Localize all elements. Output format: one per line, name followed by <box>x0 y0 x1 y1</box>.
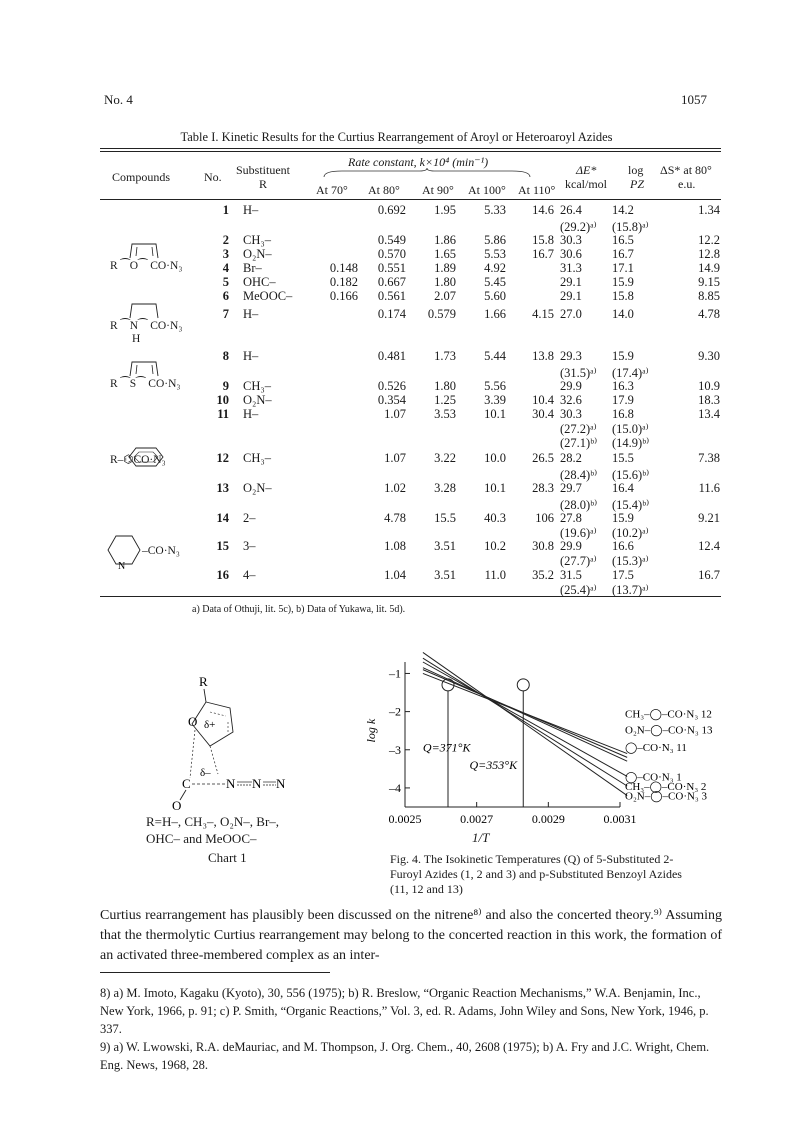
fig4-series-label: CH₃–◯–CO·N₃ 12 <box>625 708 712 721</box>
table-cell-t70: 0.148 <box>329 261 358 275</box>
table-cell-sub: H– <box>243 349 259 363</box>
table-cell-de: (28.0)ᵇ⁾ <box>560 498 598 512</box>
fig4-series-label: ◯–CO·N₃ 11 <box>625 742 687 755</box>
table-cell-no: 12 <box>216 451 229 465</box>
table-cell-pz: 15.5 <box>612 451 634 465</box>
table-cell-sub: O₂N– <box>243 247 272 261</box>
table-cell-ds: 12.4 <box>698 539 720 553</box>
table-cell-t110: 106 <box>535 511 554 525</box>
table-cell-sub: 4– <box>243 568 256 582</box>
table-cell-no: 5 <box>222 275 229 289</box>
table-cell-t90: 0.579 <box>427 307 456 321</box>
col-header-t100: At 100° <box>468 183 506 197</box>
fig4-ytick-label: –2 <box>389 704 401 719</box>
table-cell-t80: 4.78 <box>384 511 406 525</box>
compound-pyridyl: –CO·N₃ <box>142 545 180 557</box>
fig4-ytick-label: –3 <box>389 742 401 757</box>
col-header-log: log <box>628 163 644 177</box>
chart1-r: R <box>199 674 208 689</box>
table-cell-t90: 1.80 <box>434 275 456 289</box>
table-cell-ds: 18.3 <box>698 393 720 407</box>
col-header-compounds: Compounds <box>112 170 171 184</box>
chart1-o2: O <box>172 798 182 812</box>
table-cell-ds: 10.9 <box>698 379 720 393</box>
fig4-annotation-371: Q=371°K <box>422 740 471 755</box>
table-cell-t80: 1.02 <box>384 481 406 495</box>
table-cell-pz: 16.4 <box>612 481 634 495</box>
chart1-legend-2: OHC– and MeOOC– <box>146 831 257 846</box>
table-cell-t80: 0.551 <box>377 261 406 275</box>
table-cell-t100: 3.39 <box>484 393 506 407</box>
compound-pyrrole-h: H <box>132 333 141 345</box>
table-cell-sub: MeOOC– <box>243 289 293 303</box>
table-cell-pz: 15.9 <box>612 275 634 289</box>
table-cell-de: (25.4)ᵃ⁾ <box>560 583 597 597</box>
fig4-caption: Fig. 4. The Isokinetic Temperatures (Q) of 5-Substituted 2-Furoyl Azides (1, 2 and 3) and p-Substituted Benzoyl Azides (11, 12 and 13) <box>390 852 682 896</box>
table-cell-de: 32.6 <box>560 393 582 407</box>
table-cell-sub: CH₃– <box>243 451 271 465</box>
table-cell-t110: 30.4 <box>532 407 554 421</box>
table-cell-de: 31.5 <box>560 568 582 582</box>
table-cell-pz: (14.9)ᵇ⁾ <box>612 436 650 450</box>
pyridine-ring <box>104 532 144 572</box>
table-cell-t80: 1.07 <box>384 407 406 421</box>
chart1-delta-plus: δ+ <box>204 719 216 731</box>
table-cell-t100: 5.60 <box>484 289 506 303</box>
table-cell-t110: 26.5 <box>532 451 554 465</box>
fig4-xtick-label: 0.0027 <box>460 812 494 826</box>
table-cell-de: (27.7)ᵃ⁾ <box>560 554 597 568</box>
col-header-no: No. <box>204 170 222 184</box>
furan-ring <box>126 240 166 260</box>
chart1-legend-1: R=H–, CH₃–, O₂N–, Br–, <box>146 814 280 829</box>
fig4-xtick-label: 0.0031 <box>603 812 637 826</box>
table-cell-ds: 8.85 <box>698 289 720 303</box>
table-cell-de: 27.8 <box>560 511 582 525</box>
table-cell-t100: 5.56 <box>484 379 506 393</box>
table-footnote: a) Data of Othuji, lit. 5c), b) Data of Yukawa, lit. 5d). <box>192 604 406 615</box>
table-cell-ds: 14.9 <box>698 261 720 275</box>
table-cell-ds: 9.21 <box>698 511 720 525</box>
table-cell-de: (29.2)ᵃ⁾ <box>560 220 597 234</box>
fig4-ylabel: log k <box>364 718 378 743</box>
table-cell-t80: 0.526 <box>377 379 406 393</box>
table-cell-ds: 12.8 <box>698 247 720 261</box>
table-cell-pz: (13.7)ᵃ⁾ <box>612 583 649 597</box>
table-cell-de: 29.1 <box>560 275 582 289</box>
table-cell-t90: 3.22 <box>434 451 456 465</box>
fig4-series-label: O₂N–◯–CO·N₃ 3 <box>625 790 708 803</box>
table-cell-t90: 1.86 <box>434 233 456 247</box>
table-cell-t80: 0.481 <box>377 349 406 363</box>
table-cell-t110: 15.8 <box>532 233 554 247</box>
table-cell-t80: 1.04 <box>384 568 406 582</box>
table-cell-no: 13 <box>216 481 229 495</box>
table-cell-t110: 35.2 <box>532 568 554 582</box>
fig4-xtick-label: 0.0025 <box>388 812 422 826</box>
table-cell-t110: 30.8 <box>532 539 554 553</box>
table-cell-sub: 3– <box>243 539 256 553</box>
col-header-substituent: Substituent <box>236 163 291 177</box>
fig4-series-line <box>423 658 627 786</box>
table-cell-t80: 1.07 <box>384 451 406 465</box>
table-cell-t110: 10.4 <box>532 393 554 407</box>
thiophene-ring <box>126 358 166 378</box>
table-cell-pz: (17.4)ᵃ⁾ <box>612 366 649 380</box>
chart1-n1: N <box>226 776 236 791</box>
table-cell-t100: 5.86 <box>484 233 506 247</box>
table-cell-pz: 16.8 <box>612 407 634 421</box>
col-header-substituent-r: R <box>259 177 268 191</box>
rate-brace <box>322 168 532 178</box>
table-cell-de: (27.1)ᵇ⁾ <box>560 436 598 450</box>
table-cell-t70: 0.166 <box>329 289 358 303</box>
table-cell-sub: H– <box>243 307 259 321</box>
table-cell-t70: 0.182 <box>329 275 358 289</box>
compound-benzoyl: R–⌬CO·N₃ <box>110 454 166 466</box>
table-header-rule <box>100 199 721 200</box>
table-cell-t80: 0.667 <box>377 275 406 289</box>
table-cell-sub: Br– <box>243 261 262 275</box>
table-cell-de: (19.6)ᵃ⁾ <box>560 526 597 540</box>
table-cell-t100: 1.66 <box>484 307 506 321</box>
table-cell-sub: H– <box>243 407 259 421</box>
table-cell-de: 30.3 <box>560 407 582 421</box>
table-top-rule <box>100 148 721 149</box>
table-cell-t100: 10.0 <box>484 451 506 465</box>
table-cell-ds: 12.2 <box>698 233 720 247</box>
table-cell-pz: 16.5 <box>612 233 634 247</box>
compound-thienyl: R ⁀S⁀ CO·N₃ <box>110 378 181 390</box>
table-cell-ds: 11.6 <box>698 481 720 495</box>
table-cell-t110: 4.15 <box>532 307 554 321</box>
table-cell-pz: 17.1 <box>612 261 634 275</box>
col-header-t70: At 70° <box>316 183 348 197</box>
table-cell-ds: 1.34 <box>698 203 720 217</box>
table-cell-de: (27.2)ᵃ⁾ <box>560 422 597 436</box>
col-header-ds-unit: e.u. <box>678 177 696 191</box>
table-cell-t90: 3.51 <box>434 568 456 582</box>
table-cell-de: 29.9 <box>560 539 582 553</box>
table-cell-no: 9 <box>222 379 229 393</box>
table-cell-t100: 5.33 <box>484 203 506 217</box>
table-cell-ds: 7.38 <box>698 451 720 465</box>
table-cell-t110: 14.6 <box>532 203 554 217</box>
table-cell-pz: 16.6 <box>612 539 634 553</box>
table-cell-de: 26.4 <box>560 203 582 217</box>
table-cell-pz: 17.9 <box>612 393 634 407</box>
table-cell-t90: 1.25 <box>434 393 456 407</box>
table-cell-de: 29.9 <box>560 379 582 393</box>
table-cell-no: 7 <box>222 307 229 321</box>
table-cell-pz: (10.2)ᵃ⁾ <box>612 526 649 540</box>
col-header-de: ΔE* <box>576 163 597 177</box>
chart1-c: C <box>182 776 191 791</box>
fig4-series-label: CH₃–◯–CO·N₃ 2 <box>625 781 707 794</box>
table-cell-ds: 9.15 <box>698 275 720 289</box>
fig4-ytick-label: –1 <box>389 666 401 681</box>
table-cell-no: 6 <box>222 289 229 303</box>
table-cell-de: 30.3 <box>560 233 582 247</box>
table-cell-sub: CH₃– <box>243 379 271 393</box>
table-cell-t90: 3.51 <box>434 539 456 553</box>
table-cell-t90: 1.80 <box>434 379 456 393</box>
chart1-structure <box>140 672 310 812</box>
body-paragraph: Curtius rearrangement has plausibly been discussed on the nitrene⁸⁾ and also the concerted theory.⁹⁾ Assuming that the thermolytic Curtius rearrangement may belong to the concerted reaction in this work, the formation of an activated three-membered complex as an inter- <box>100 908 722 963</box>
table-cell-t80: 1.08 <box>384 539 406 553</box>
table-cell-t90: 1.65 <box>434 247 456 261</box>
table-cell-t80: 0.692 <box>377 203 406 217</box>
table-cell-de: 28.2 <box>560 451 582 465</box>
page-number: 1057 <box>681 92 707 107</box>
table-cell-pz: (15.3)ᵃ⁾ <box>612 554 649 568</box>
table-cell-no: 3 <box>222 247 229 261</box>
col-header-rate-group: Rate constant, k×10⁴ (min⁻¹) <box>348 155 489 169</box>
table-cell-sub: CH₃– <box>243 233 271 247</box>
table-cell-no: 2 <box>222 233 229 247</box>
table-cell-pz: 15.8 <box>612 289 634 303</box>
table-cell-de: 29.7 <box>560 481 582 495</box>
col-header-t80: At 80° <box>368 183 400 197</box>
table-cell-ds: 4.78 <box>698 307 720 321</box>
table-cell-pz: 17.5 <box>612 568 634 582</box>
table-cell-t110: 28.3 <box>532 481 554 495</box>
table-cell-t110: 16.7 <box>532 247 554 261</box>
col-header-t110: At 110° <box>518 183 556 197</box>
table-cell-de: 29.1 <box>560 289 582 303</box>
chart1-n3: N <box>276 776 286 791</box>
table-cell-de: 30.6 <box>560 247 582 261</box>
col-header-pz: PZ <box>630 177 645 191</box>
col-header-t90: At 90° <box>422 183 454 197</box>
table-cell-t100: 11.0 <box>484 568 506 582</box>
table-cell-pz: (15.4)ᵇ⁾ <box>612 498 650 512</box>
footnote-rule <box>100 972 330 973</box>
table-cell-t100: 5.44 <box>484 349 506 363</box>
compound-pyrrole: R ⁀N⁀ CO·N₃ <box>110 320 183 332</box>
fig4-ytick-label: –4 <box>389 780 401 795</box>
table-cell-pz: (15.8)ᵃ⁾ <box>612 220 649 234</box>
table-cell-no: 16 <box>216 568 229 582</box>
table-cell-t100: 10.2 <box>484 539 506 553</box>
table-cell-de: (28.4)ᵇ⁾ <box>560 468 598 482</box>
table-cell-t90: 1.95 <box>434 203 456 217</box>
table-cell-t100: 5.45 <box>484 275 506 289</box>
table-cell-pz: 16.3 <box>612 379 634 393</box>
footnote-8: 8) a) M. Imoto, Kagaku (Kyoto), 30, 556 (1975); b) R. Breslow, “Organic Reaction Mechanisms,” W.A. Benjamin, Inc., New York, 1966, p. 91; c) P. Smith, “Organic Reactions,” Vol. 3, ed. R. Adams, John Wiley and Sons, New York, 1946, p. 337. <box>100 986 709 1036</box>
table-cell-t80: 0.570 <box>377 247 406 261</box>
pyrrole-ring <box>126 300 166 320</box>
table-cell-de: (31.5)ᵃ⁾ <box>560 366 597 380</box>
fig4-isokinetic-circle-2 <box>517 679 529 691</box>
table-cell-sub: 2– <box>243 511 256 525</box>
benzene-ring <box>128 446 164 468</box>
table-cell-sub: O₂N– <box>243 481 272 495</box>
table-cell-t80: 0.549 <box>377 233 406 247</box>
fig4-series-label: O₂N–◯–CO·N₃ 13 <box>625 724 713 737</box>
page-header-left: No. 4 <box>104 92 133 107</box>
fig4-series-label: ◯–CO·N₃ 1 <box>625 771 682 784</box>
table-cell-sub: OHC– <box>243 275 276 289</box>
table-cell-de: 27.0 <box>560 307 582 321</box>
table-cell-t80: 0.354 <box>377 393 406 407</box>
table-cell-pz: 15.9 <box>612 349 634 363</box>
table-cell-no: 1 <box>222 203 229 217</box>
table-cell-t90: 1.73 <box>434 349 456 363</box>
table-top-rule-2 <box>100 151 721 152</box>
table-cell-t100: 5.53 <box>484 247 506 261</box>
svg-text:N: N <box>118 561 126 572</box>
table-cell-pz: 16.7 <box>612 247 634 261</box>
table-cell-ds: 9.30 <box>698 349 720 363</box>
table-cell-sub: H– <box>243 203 259 217</box>
table-cell-de: 31.3 <box>560 261 582 275</box>
table-cell-t90: 1.89 <box>434 261 456 275</box>
table-cell-pz: (15.6)ᵇ⁾ <box>612 468 650 482</box>
table-cell-sub: O₂N– <box>243 393 272 407</box>
table-cell-no: 14 <box>216 511 229 525</box>
fig4-annotation-353: Q=353°K <box>469 757 518 772</box>
table-cell-ds: 13.4 <box>698 407 720 421</box>
table-cell-ds: 16.7 <box>698 568 720 582</box>
table-cell-t100: 10.1 <box>484 407 506 421</box>
table-cell-pz: (15.0)ᵃ⁾ <box>612 422 649 436</box>
compound-furoyl: R ⁀O⁀ CO·N₃ <box>110 260 183 272</box>
table-cell-no: 8 <box>222 349 229 363</box>
footnote-9: 9) a) W. Lwowski, R.A. deMauriac, and M. Thompson, J. Org. Chem., 40, 2608 (1975); b) A. Fry and J.C. Wright, Chem. Eng. News, 1968, 28. <box>100 1040 710 1072</box>
table-cell-t90: 2.07 <box>434 289 456 303</box>
fig4-plot <box>355 652 715 842</box>
table-cell-t80: 0.174 <box>377 307 406 321</box>
table-cell-no: 15 <box>216 539 229 553</box>
table-cell-t90: 15.5 <box>434 511 456 525</box>
table-caption: Table I. Kinetic Results for the Curtius Rearrangement of Aroyl or Heteroaroyl Azides <box>180 130 613 144</box>
table-cell-t110: 13.8 <box>532 349 554 363</box>
table-cell-t100: 4.92 <box>484 261 506 275</box>
table-cell-pz: 14.2 <box>612 203 634 217</box>
table-cell-t100: 40.3 <box>484 511 506 525</box>
table-cell-t90: 3.53 <box>434 407 456 421</box>
table-cell-t100: 10.1 <box>484 481 506 495</box>
table-cell-pz: 14.0 <box>612 307 634 321</box>
chart1-delta-minus: δ– <box>200 767 211 779</box>
fig4-xtick-label: 0.0029 <box>531 812 565 826</box>
table-cell-no: 10 <box>216 393 229 407</box>
fig4-series-line <box>423 652 627 795</box>
table-cell-no: 11 <box>217 407 229 421</box>
fig4-xlabel: 1/T <box>472 830 490 845</box>
table-cell-de: 29.3 <box>560 349 582 363</box>
chart1-caption: Chart 1 <box>208 850 247 865</box>
col-header-de-unit: kcal/mol <box>565 177 607 191</box>
chart1-o: O <box>188 714 198 729</box>
col-header-ds: ΔS* at 80° <box>660 163 712 177</box>
table-cell-no: 4 <box>222 261 229 275</box>
chart1-n2: N <box>252 776 262 791</box>
table-cell-t90: 3.28 <box>434 481 456 495</box>
table-cell-t80: 0.561 <box>377 289 406 303</box>
table-cell-pz: 15.9 <box>612 511 634 525</box>
